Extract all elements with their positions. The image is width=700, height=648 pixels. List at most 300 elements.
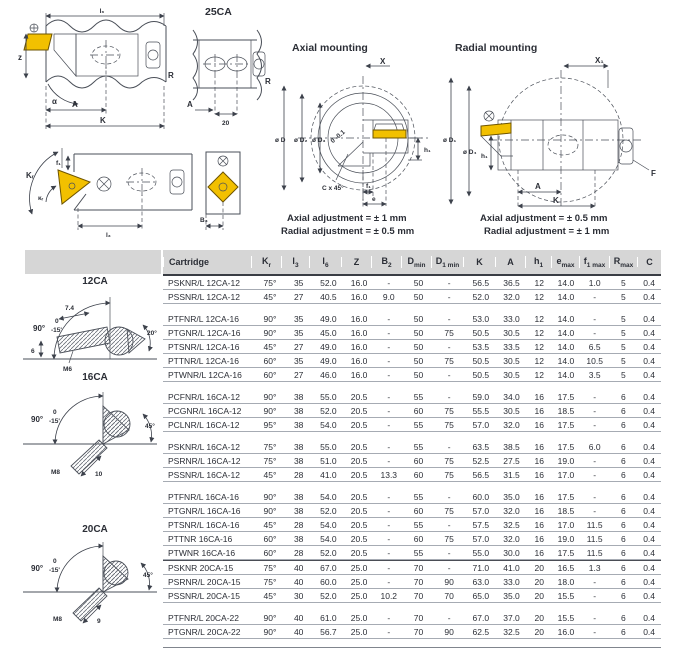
value-cell: 27 [293, 369, 304, 380]
value-cell: 14.0 [557, 355, 575, 366]
value-cell: 20.5 [350, 519, 368, 530]
value-cell: 0.4 [643, 505, 656, 516]
value-cell: 75 [444, 405, 454, 416]
value-cell: 45° [263, 291, 277, 302]
angle-tol-bot: -15' [49, 418, 60, 425]
value-cell: - [447, 441, 451, 452]
dim-l3-label: l₃ [106, 232, 111, 239]
value-cell: 60.0 [472, 491, 490, 502]
value-cell: 17.5 [557, 419, 575, 430]
insert-yellow [481, 123, 511, 136]
value-cell: 5 [621, 327, 626, 338]
value-cell: - [387, 626, 391, 637]
value-cell: 70 [413, 562, 424, 573]
value-cell: 56.5 [472, 277, 490, 288]
value-cell: 6 [621, 547, 626, 558]
value-cell: 16.0 [350, 355, 368, 366]
value-cell: - [447, 547, 451, 558]
dim-f1-label: f₁ [56, 160, 61, 167]
value-cell: 10.2 [380, 590, 398, 601]
value-cell: 55 [413, 547, 424, 558]
value-cell: 57.0 [472, 505, 490, 516]
value-cell: 5 [621, 291, 626, 302]
value-cell: 38 [293, 419, 304, 430]
angle-tol-bot: -15' [51, 327, 62, 334]
value-cell: 17.5 [557, 441, 575, 452]
column-header: $D_{min}$ [401, 256, 431, 269]
value-cell: - [593, 612, 597, 623]
axial-mounting-diagram [275, 57, 448, 210]
value-cell: - [387, 576, 391, 587]
value-cell: 67.0 [472, 612, 490, 623]
value-cell: 75 [444, 419, 454, 430]
value-cell: 75° [263, 576, 277, 587]
value-cell: 95° [263, 419, 277, 430]
column-header: $f_{1 max}$ [579, 256, 609, 269]
group-12ca-diagram [15, 289, 165, 379]
value-cell: 15.5 [557, 590, 575, 601]
column-header: $K_r$ [251, 256, 281, 269]
value-cell: 37.0 [503, 612, 520, 623]
dim-k-label: K [553, 196, 559, 205]
insert-yellow [208, 172, 238, 202]
value-cell: 6 [621, 533, 626, 544]
value-cell: 38.5 [503, 441, 520, 452]
value-cell: 54.0 [320, 533, 337, 544]
value-cell: 12 [534, 327, 544, 338]
value-cell: - [387, 533, 391, 544]
value-cell: - [447, 612, 451, 623]
value-cell: 60 [413, 469, 424, 480]
group-label-16ca: 16CA [82, 372, 108, 383]
dim-r-label: R [265, 77, 271, 86]
value-cell: 35.0 [503, 491, 520, 502]
value-cell: 0.4 [643, 341, 656, 352]
table-group-spacer [163, 304, 661, 312]
value-cell: 6 [621, 626, 626, 637]
value-cell: 20 [534, 576, 544, 587]
dim-d1-label: ø D₁ [443, 137, 457, 144]
value-cell: 16.0 [350, 313, 368, 324]
value-cell: 6.5 [588, 341, 601, 352]
value-cell: - [387, 369, 391, 380]
value-cell: 17.0 [557, 519, 575, 530]
value-cell: 32.0 [503, 505, 520, 516]
value-cell: 0.4 [643, 576, 656, 587]
value-cell: 55 [413, 419, 424, 430]
value-cell: 38 [293, 491, 304, 502]
dim-alpha-label: α [52, 97, 57, 106]
value-cell: 40.5 [320, 291, 337, 302]
value-cell: 28 [293, 519, 304, 530]
value-cell: 33.0 [503, 576, 520, 587]
table-bottom-rule [163, 639, 661, 648]
dim-width-label: 7.4 [65, 305, 75, 312]
dim-d4-label: ø D₄ [463, 149, 477, 156]
value-cell: 30.5 [503, 327, 520, 338]
value-cell: 25.0 [350, 576, 368, 587]
value-cell: - [387, 491, 391, 502]
dim-a-label: A [187, 100, 193, 109]
value-cell: 28 [293, 547, 304, 558]
value-cell: 20.5 [350, 491, 368, 502]
cartridge-table [163, 250, 661, 648]
angle-tol-top: 0 [55, 318, 59, 325]
value-cell: 60° [263, 355, 277, 366]
value-cell: 20 [534, 562, 544, 573]
value-cell: 16 [534, 505, 544, 516]
value-cell: 16.5 [557, 562, 575, 573]
value-cell: 70 [413, 626, 424, 637]
table-row [163, 611, 661, 625]
value-cell: 20.5 [350, 405, 368, 416]
value-cell: 60° [263, 547, 277, 558]
value-cell: 0.4 [643, 313, 656, 324]
cartridge-front-view-diagram [185, 18, 277, 138]
cartridge-cell: PTFNR/L 16CA-16 [168, 491, 240, 502]
value-cell: - [387, 547, 391, 558]
column-header: $e_{max}$ [551, 256, 579, 269]
value-cell: - [447, 562, 451, 573]
table-row [163, 504, 661, 518]
value-cell: 32.5 [503, 519, 520, 530]
value-cell: 0.4 [643, 626, 656, 637]
table-row [163, 560, 661, 575]
value-cell: 16 [534, 469, 544, 480]
table-row [163, 390, 661, 404]
value-cell: 49.0 [320, 355, 337, 366]
value-cell: 9.0 [382, 291, 395, 302]
table-group-spacer [163, 382, 661, 390]
value-cell: 6 [621, 562, 626, 573]
value-cell: 0.4 [643, 355, 656, 366]
value-cell: 6 [621, 455, 626, 466]
value-cell: - [447, 519, 451, 530]
value-cell: 67.0 [320, 562, 337, 573]
column-header: Z [341, 257, 371, 267]
table-row [163, 440, 661, 454]
value-cell: 18.5 [557, 405, 575, 416]
table-group-spacer [163, 432, 661, 440]
value-cell: 16 [534, 391, 544, 402]
value-cell: 52.0 [320, 405, 337, 416]
angle-tol-top: 0 [53, 558, 57, 565]
value-cell: - [593, 327, 597, 338]
value-cell: 5 [621, 341, 626, 352]
column-header: Cartridge [163, 257, 251, 267]
dim-x-label: X [380, 57, 386, 66]
cartridge-cell: PTFNR/L 20CA-22 [168, 612, 240, 623]
value-cell: 14.0 [557, 369, 575, 380]
value-cell: 17.0 [557, 469, 575, 480]
value-cell: - [593, 590, 597, 601]
value-cell: 35 [293, 277, 304, 288]
value-cell: 55.0 [472, 547, 490, 558]
cone-angle-label: 20° [147, 330, 157, 337]
radial-adjustment-note: Radial adjustment = ± 1 mm [484, 226, 610, 237]
value-cell: 90° [263, 491, 277, 502]
cartridge-side-view-diagram [18, 4, 180, 142]
value-cell: - [387, 562, 391, 573]
value-cell: 20.5 [350, 469, 368, 480]
value-cell: 35 [293, 313, 304, 324]
value-cell: - [447, 313, 451, 324]
value-cell: 41.0 [503, 562, 520, 573]
value-cell: 14.0 [557, 327, 575, 338]
value-cell: 25.0 [350, 590, 368, 601]
dim-a-label: A [535, 182, 541, 191]
column-header: $l_6$ [309, 256, 341, 269]
value-cell: 16.0 [350, 341, 368, 352]
value-cell: 25.0 [350, 612, 368, 623]
table-row [163, 312, 661, 326]
column-header: K [463, 257, 495, 267]
value-cell: 20 [534, 612, 544, 623]
value-cell: - [447, 391, 451, 402]
value-cell: 6 [621, 491, 626, 502]
value-cell: 20.5 [350, 533, 368, 544]
value-cell: 25.0 [350, 626, 368, 637]
value-cell: - [593, 455, 597, 466]
value-cell: 34.0 [503, 391, 520, 402]
value-cell: 38 [293, 391, 304, 402]
dim-f-label: F [651, 169, 656, 178]
value-cell: 0.4 [643, 277, 656, 288]
value-cell: 50.5 [472, 355, 490, 366]
value-cell: 90° [263, 405, 277, 416]
value-cell: 20 [534, 626, 544, 637]
value-cell: 0.4 [643, 455, 656, 466]
value-cell: 18.5 [557, 505, 575, 516]
dim-d2-label: ø D₂ [294, 137, 308, 144]
value-cell: 52.0 [472, 291, 490, 302]
value-cell: 27.5 [503, 455, 520, 466]
value-cell: 90° [263, 505, 277, 516]
value-cell: 10.5 [586, 355, 603, 366]
screw-label: M6 [63, 366, 73, 373]
group-20ca-diagram [15, 537, 165, 627]
value-cell: 38 [293, 441, 304, 452]
value-cell: 52.0 [320, 505, 337, 516]
value-cell: - [387, 341, 391, 352]
value-cell: 75 [444, 355, 454, 366]
value-cell: 13.3 [380, 469, 398, 480]
cartridge-cell: PSSNR/L 20CA-15 [168, 590, 240, 601]
cartridge-cell: PSRNR/L 16CA-12 [168, 455, 241, 466]
value-cell: 12 [534, 313, 544, 324]
value-cell: 6 [621, 405, 626, 416]
value-cell: 16.0 [350, 277, 368, 288]
column-header: $D_{1 min}$ [431, 256, 463, 269]
dim-r-label: R [168, 71, 174, 80]
value-cell: 38 [293, 455, 304, 466]
cartridge-cell: PSKNR 20CA-15 [168, 562, 234, 573]
value-cell: 0.4 [643, 291, 656, 302]
value-cell: 54.0 [320, 419, 337, 430]
value-cell: - [387, 391, 391, 402]
value-cell: 50 [413, 327, 424, 338]
value-cell: 6 [621, 505, 626, 516]
table-row [163, 532, 661, 546]
tolerance-label: 0 -0.1 [329, 128, 347, 145]
value-cell: 75 [444, 327, 454, 338]
value-cell: 19.0 [557, 455, 575, 466]
cone-angle-label: 45° [143, 572, 153, 579]
value-cell: 32.0 [503, 291, 520, 302]
table-row [163, 290, 661, 304]
value-cell: 20.5 [350, 547, 368, 558]
value-cell: - [387, 277, 391, 288]
value-cell: 33.0 [503, 313, 520, 324]
value-cell: - [593, 405, 597, 416]
dim-kr2-label: κᵣ [38, 195, 44, 202]
value-cell: 90° [263, 327, 277, 338]
value-cell: - [593, 505, 597, 516]
angle-label: 90° [31, 564, 44, 573]
axial-adjustment-note: Axial adjustment = ± 1 mm [287, 213, 407, 224]
value-cell: 5 [621, 355, 626, 366]
cartridge-cell: PTGNR/L 16CA-16 [168, 505, 241, 516]
value-cell: 49.0 [320, 313, 337, 324]
value-cell: 71.0 [472, 562, 490, 573]
value-cell: 45° [263, 341, 277, 352]
column-header: C [637, 257, 661, 267]
insert-side-view-diagram [22, 142, 202, 242]
value-cell: 50.5 [472, 369, 490, 380]
value-cell: 40 [293, 562, 304, 573]
value-cell: 54.0 [320, 491, 337, 502]
value-cell: 38 [293, 533, 304, 544]
value-cell: - [387, 355, 391, 366]
value-cell: 20 [534, 590, 544, 601]
value-cell: 27 [293, 341, 304, 352]
value-cell: - [387, 327, 391, 338]
dim-x1-label: X₁ [595, 56, 604, 65]
value-cell: 38 [293, 405, 304, 416]
dim-20-label: 20 [222, 120, 230, 127]
value-cell: 45° [263, 519, 277, 530]
dim-h1-label: h₁ [424, 147, 431, 154]
value-cell: 75 [444, 469, 454, 480]
cartridge-cell: PTGNR/L 12CA-16 [168, 327, 241, 338]
value-cell: 0.4 [643, 327, 656, 338]
dim-b3-label: B₃ [200, 217, 208, 224]
radial-mounting-title: Radial mounting [455, 42, 538, 54]
value-cell: 35.0 [503, 590, 520, 601]
value-cell: - [447, 277, 451, 288]
value-cell: 14.0 [557, 291, 575, 302]
value-cell: 50.5 [472, 327, 490, 338]
front-view-title: 25CA [205, 6, 232, 18]
axial-adjustment-note: Axial adjustment = ± 0.5 mm [480, 213, 608, 224]
value-cell: 50 [413, 341, 424, 352]
value-cell: 15.5 [557, 612, 575, 623]
table-row [163, 575, 661, 589]
value-cell: - [593, 469, 597, 480]
value-cell: - [447, 341, 451, 352]
value-cell: 0.4 [643, 491, 656, 502]
table-row [163, 589, 661, 603]
value-cell: 30.5 [503, 405, 520, 416]
value-cell: 62.5 [472, 626, 490, 637]
table-group-spacer [163, 482, 661, 490]
dim-a-label: A [72, 100, 78, 109]
cartridge-cell: PTTNR 16CA-16 [168, 533, 233, 544]
value-cell: 55 [413, 519, 424, 530]
cartridge-cell: PSRNR/L 20CA-15 [168, 576, 241, 587]
value-cell: - [387, 419, 391, 430]
value-cell: 54.0 [320, 519, 337, 530]
value-cell: 90° [263, 391, 277, 402]
value-cell: 75° [263, 441, 277, 452]
value-cell: 75° [263, 455, 277, 466]
value-cell: 16.0 [350, 369, 368, 380]
table-row [163, 518, 661, 532]
screw-label: M8 [53, 616, 63, 623]
value-cell: 16 [534, 441, 544, 452]
value-cell: 16 [534, 491, 544, 502]
value-cell: 60 [413, 533, 424, 544]
value-cell: - [593, 419, 597, 430]
value-cell: 56.7 [320, 626, 337, 637]
value-cell: 12 [534, 369, 544, 380]
value-cell: 52.0 [320, 590, 337, 601]
value-cell: 18.0 [557, 576, 575, 587]
table-row [163, 354, 661, 368]
value-cell: 0.4 [643, 469, 656, 480]
value-cell: 12 [534, 277, 544, 288]
dim-height-label: 6 [31, 348, 35, 355]
value-cell: - [387, 405, 391, 416]
value-cell: 1.3 [588, 562, 601, 573]
value-cell: - [593, 291, 597, 302]
value-cell: 45° [263, 590, 277, 601]
cartridge-cell: PTGNR/L 20CA-22 [168, 626, 241, 637]
value-cell: 50 [413, 313, 424, 324]
value-cell: 17.5 [557, 547, 575, 558]
column-header: $h_1$ [525, 256, 551, 269]
value-cell: 90° [263, 313, 277, 324]
value-cell: 75 [444, 533, 454, 544]
column-header: $l_3$ [281, 256, 309, 269]
value-cell: - [387, 441, 391, 452]
value-cell: 55.0 [320, 441, 337, 452]
value-cell: 75° [263, 562, 277, 573]
value-cell: 12 [534, 341, 544, 352]
value-cell: 52.5 [472, 455, 490, 466]
value-cell: - [387, 505, 391, 516]
value-cell: 60.0 [320, 576, 337, 587]
value-cell: 16.0 [350, 291, 368, 302]
value-cell: - [593, 491, 597, 502]
value-cell: 55 [413, 491, 424, 502]
value-cell: 55 [413, 441, 424, 452]
value-cell: 70 [413, 612, 424, 623]
value-cell: 6.0 [588, 441, 601, 452]
screw-length-label: 9 [97, 618, 101, 625]
table-header-row [163, 250, 661, 274]
cartridge-cell: PTWNR 16CA-16 [168, 547, 236, 558]
value-cell: 6 [621, 391, 626, 402]
column-header: $B_2$ [371, 256, 401, 269]
value-cell: 0.4 [643, 612, 656, 623]
value-cell: 6 [621, 612, 626, 623]
value-cell: 5 [621, 369, 626, 380]
value-cell: 0.4 [643, 441, 656, 452]
value-cell: 55.0 [320, 391, 337, 402]
header-gutter-band [25, 250, 161, 274]
value-cell: 6 [621, 419, 626, 430]
